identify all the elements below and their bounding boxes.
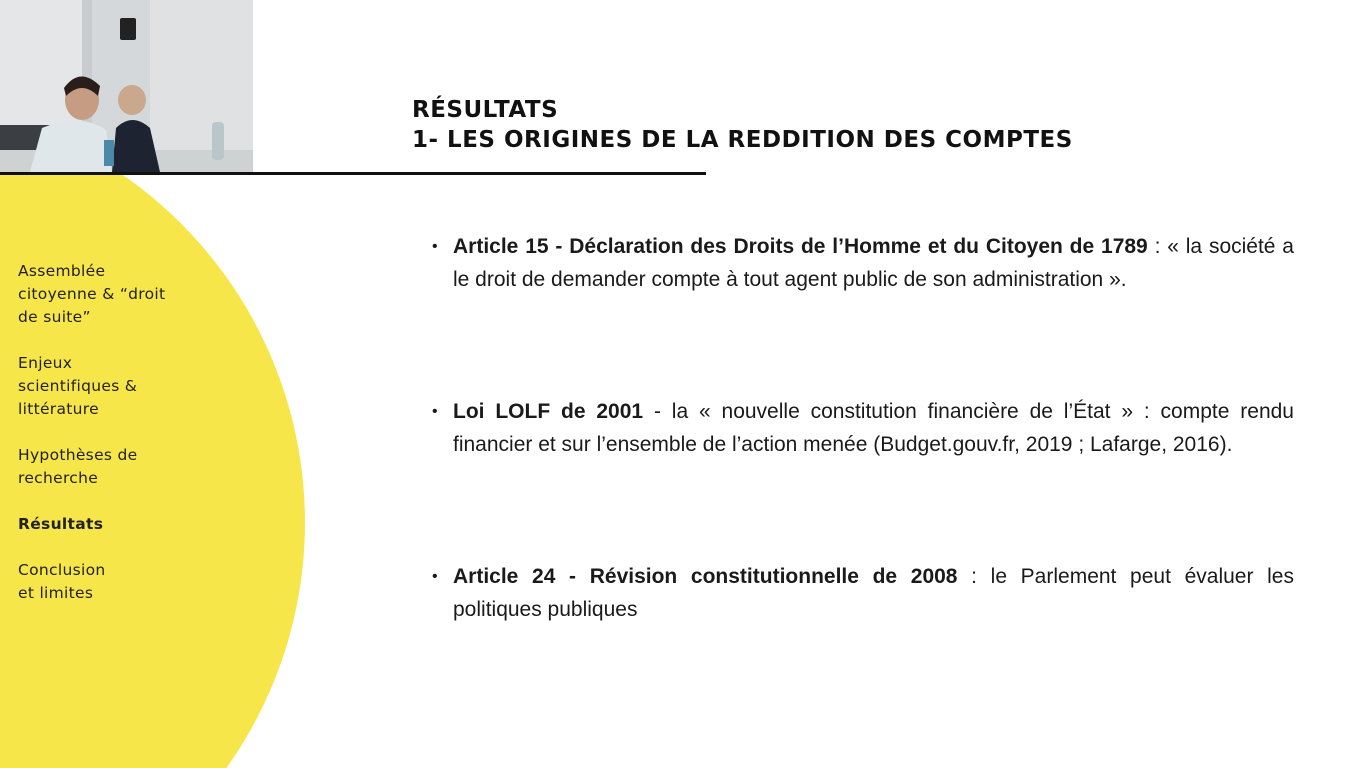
- webcam-video-feed: [0, 0, 253, 172]
- bullet-text: [453, 230, 1294, 296]
- nav-item-enjeux: [18, 352, 208, 421]
- nav-item-resultats-active: [18, 513, 208, 536]
- nav-item-line: de suite”: [18, 308, 91, 326]
- slide-title: [412, 95, 1073, 155]
- nav-item-line: Résultats: [18, 515, 104, 533]
- bullet-article-15: [432, 230, 1294, 296]
- bullet-loi-lolf: [432, 395, 1294, 461]
- nav-item-line: littérature: [18, 400, 99, 418]
- bullet-body: : « la société a le droit de demander compte à tout agent public de son administration ».: [453, 235, 1294, 291]
- bullet-body: : le Parlement peut évaluer les politiques publiques: [453, 565, 1294, 621]
- bullet-marker: •: [432, 568, 438, 585]
- bullet-bold-heading: Article 24 - Révision constitutionnelle de 2008: [453, 565, 958, 588]
- bullet-bold-heading: Loi LOLF de 2001: [453, 400, 644, 423]
- bullet-bold-heading: Article 15 - Déclaration des Droits de l’Homme et du Citoyen de 1789: [453, 235, 1148, 258]
- nav-item-line: et limites: [18, 584, 94, 602]
- nav-item-line: Enjeux: [18, 354, 73, 372]
- nav-item-conclusion: [18, 559, 208, 605]
- nav-item-assemblee: [18, 260, 208, 329]
- bullet-marker: •: [432, 403, 438, 420]
- title-line-2: 1- LES ORIGINES DE LA REDDITION DES COMPTES: [412, 127, 1073, 153]
- bullet-article-24: [432, 560, 1294, 626]
- bullet-text: [453, 560, 1294, 626]
- nav-item-line: recherche: [18, 469, 99, 487]
- section-navigation: [18, 260, 208, 628]
- title-underline-rule: [0, 172, 706, 175]
- bullet-text: [453, 395, 1294, 461]
- nav-item-line: citoyenne & “droit: [18, 285, 166, 303]
- nav-item-line: Hypothèses de: [18, 446, 138, 464]
- webcam-image: [0, 0, 253, 172]
- title-line-1: RÉSULTATS: [412, 97, 559, 123]
- nav-item-line: Assemblée: [18, 262, 106, 280]
- bullet-body: - la « nouvelle constitution financière de l’État » : compte rendu financier et sur l’ensemble de l’action menée (Budget.gouv.fr, 2019 ; Lafarge, 2016).: [453, 400, 1294, 456]
- nav-item-line: Conclusion: [18, 561, 106, 579]
- nav-item-line: scientifiques &: [18, 377, 138, 395]
- nav-item-hypotheses: [18, 444, 208, 490]
- bullet-marker: •: [432, 238, 438, 255]
